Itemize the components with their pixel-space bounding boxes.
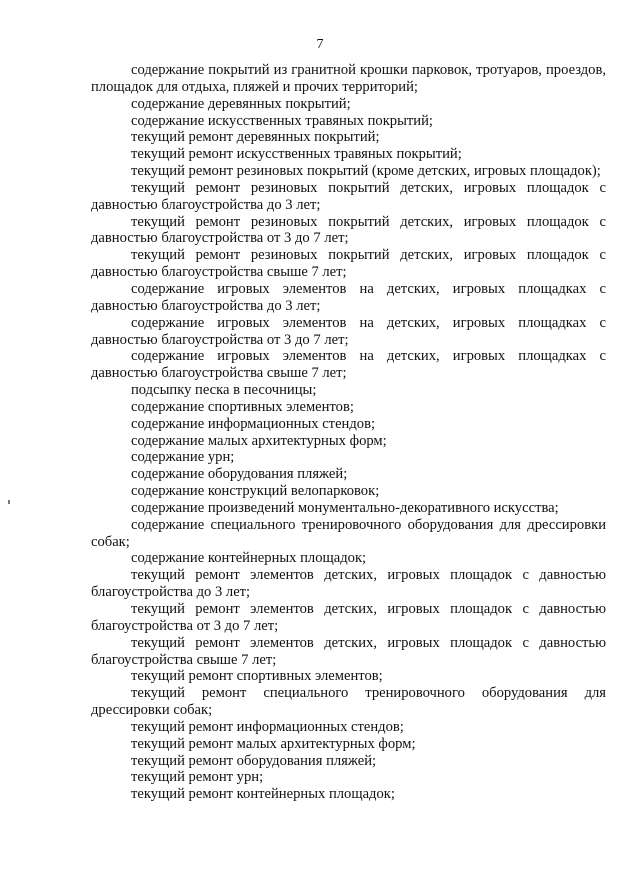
list-item: текущий ремонт малых архитектурных форм;: [131, 735, 416, 752]
list-item: содержание игровых элементов на детских, игровых площадках с давностью благоустройства до 3 лет;: [91, 280, 606, 314]
list-item: текущий ремонт специального тренировочного оборудования для дрессировки собак;: [91, 685, 606, 719]
list-item: подсыпку песка в песочницы;: [131, 382, 317, 399]
scan-artifact: [8, 500, 10, 504]
list-item: содержание деревянных покрытий;: [131, 95, 351, 112]
list-item: текущий ремонт элементов детских, игровых площадок с давностью благоустройства от 3 до 7 лет;: [91, 601, 606, 634]
list-item: текущий ремонт урн;: [131, 769, 264, 786]
list-item: текущий ремонт резиновых покрытий (кроме детских, игровых площадок);: [131, 163, 601, 180]
list-item: текущий ремонт деревянных покрытий;: [131, 129, 380, 146]
list-item: текущий ремонт резиновых покрытий детских, игровых площадок с давностью благоустройства от 3 до 7 лет;: [91, 213, 606, 247]
list-item: текущий ремонт информационных стендов;: [131, 718, 404, 735]
page-number: 7: [316, 37, 324, 52]
list-item: текущий ремонт элементов детских, игровых площадок с давностью благоустройства свыше 7 лет;: [91, 634, 606, 668]
list-item: содержание спортивных элементов;: [131, 398, 354, 415]
list-item: содержание произведений монументально-декоративного искусства;: [131, 499, 559, 516]
list-item: текущий ремонт элементов детских, игровых площадок с давностью благоустройства до 3 лет;: [91, 567, 606, 601]
list-item: содержание контейнерных площадок;: [131, 550, 367, 567]
list-item: содержание оборудования пляжей;: [131, 466, 348, 483]
list-item: содержание урн;: [131, 449, 235, 466]
list-item: текущий ремонт оборудования пляжей;: [131, 752, 377, 769]
list-item: текущий ремонт резиновых покрытий детских, игровых площадок с давностью благоустройства до 3 лет;: [91, 179, 606, 213]
list-item: содержание информационных стендов;: [131, 415, 376, 432]
document-body: [91, 62, 606, 803]
list-item: содержание малых архитектурных форм;: [131, 432, 387, 449]
list-item: содержание покрытий из гранитной крошки парковок, тротуаров, проездов, площадок для отдыха, пляжей и прочих территорий;: [91, 62, 606, 95]
list-item: текущий ремонт контейнерных площадок;: [131, 786, 395, 803]
list-item: содержание конструкций велопарковок;: [131, 483, 380, 500]
list-item: содержание искусственных травяных покрытий;: [131, 112, 433, 129]
list-item: содержание игровых элементов на детских, игровых площадках с давностью благоустройства от 3 до 7 лет;: [91, 314, 606, 348]
list-item: текущий ремонт искусственных травяных покрытий;: [131, 146, 462, 163]
list-item: текущий ремонт резиновых покрытий детских, игровых площадок с давностью благоустройства свыше 7 лет;: [91, 247, 606, 281]
list-item: содержание специального тренировочного оборудования для дрессировки собак;: [91, 516, 606, 550]
list-item: содержание игровых элементов на детских, игровых площадках с давностью благоустройства свыше 7 лет;: [91, 348, 606, 382]
list-item: текущий ремонт спортивных элементов;: [131, 668, 383, 685]
